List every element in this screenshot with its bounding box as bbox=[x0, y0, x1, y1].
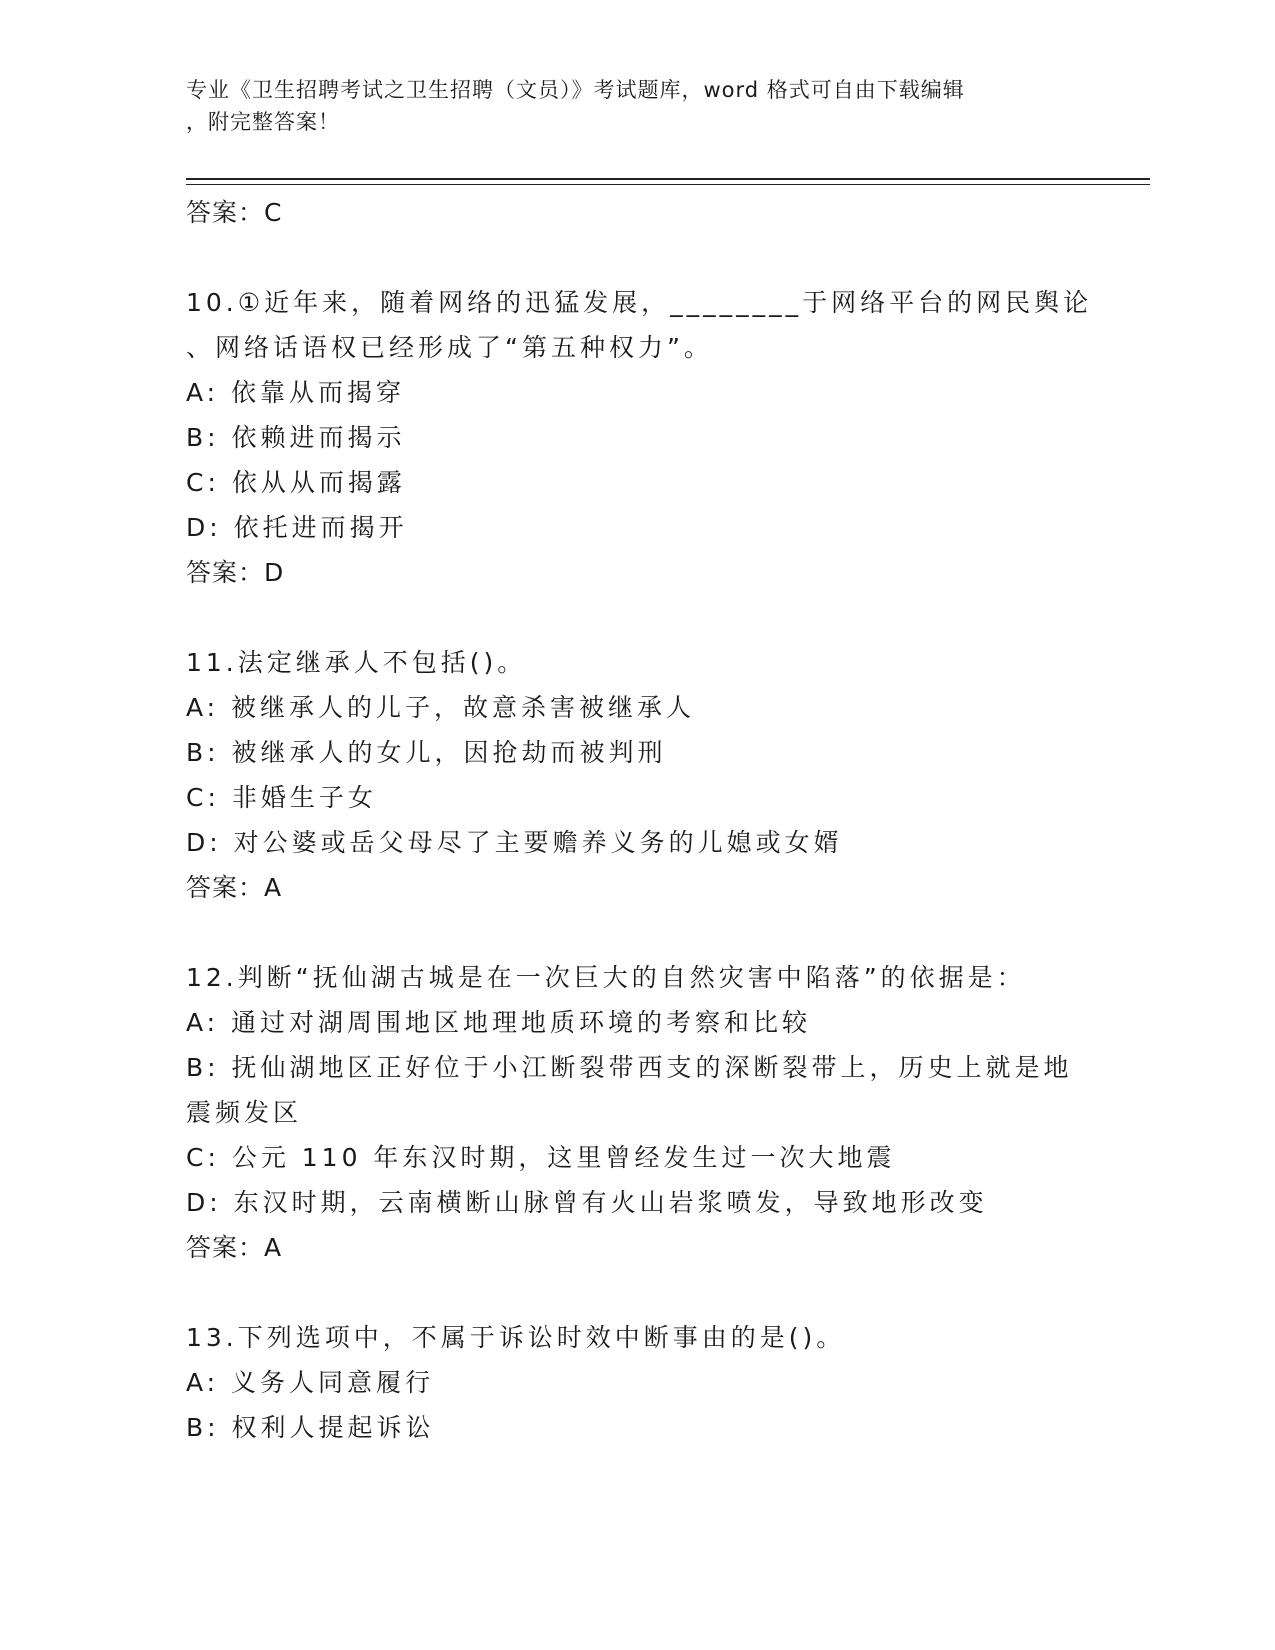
answer-line: 答案：D bbox=[186, 558, 285, 587]
question-11 bbox=[186, 640, 1086, 910]
option-d: D: 东汉时期，云南横断山脉曾有火山岩浆喷发，导致地形改变 bbox=[186, 1188, 988, 1217]
option-d: D: 依托进而揭开 bbox=[186, 513, 408, 542]
option-a: A: 被继承人的儿子，故意杀害被继承人 bbox=[186, 693, 696, 722]
spacer bbox=[186, 235, 1086, 280]
question-stem: 、网络话语权已经形成了“第五种权力”。 bbox=[186, 333, 713, 362]
question-12 bbox=[186, 955, 1086, 1270]
option-b: B: 权利人提起诉讼 bbox=[186, 1413, 435, 1442]
option-b: B: 被继承人的女儿，因抢劫而被判刑 bbox=[186, 738, 667, 767]
header-line-1: 专业《卫生招聘考试之卫生招聘（文员）》考试题库，word 格式可自由下载编辑 bbox=[186, 78, 965, 102]
option-c: C: 非婚生子女 bbox=[186, 783, 377, 812]
answer-line: 答案：A bbox=[186, 1233, 283, 1262]
question-10 bbox=[186, 280, 1093, 595]
spacer bbox=[186, 910, 1086, 955]
option-c: C: 公元 110 年东汉时期，这里曾经发生过一次大地震 bbox=[186, 1143, 896, 1172]
spacer bbox=[186, 595, 1086, 640]
option-b-continued: 震频发区 bbox=[186, 1098, 303, 1127]
header-line-2: ，附完整答案！ bbox=[186, 110, 340, 134]
header-rule-thin bbox=[186, 184, 1150, 185]
question-13 bbox=[186, 1315, 1086, 1450]
option-c: C: 依从从而揭露 bbox=[186, 468, 406, 497]
question-stem: 13.下列选项中，不属于诉讼时效中断事由的是()。 bbox=[186, 1323, 846, 1352]
answer-line: 答案：C bbox=[186, 198, 283, 227]
option-b: B: 依赖进而揭示 bbox=[186, 423, 406, 452]
option-a: A: 通过对湖周围地区地理地质环境的考察和比较 bbox=[186, 1008, 812, 1037]
option-a: A: 依靠从而揭穿 bbox=[186, 378, 406, 407]
document-header bbox=[186, 74, 1086, 138]
question-stem: 12.判断“抚仙湖古城是在一次巨大的自然灾害中陷落”的依据是： bbox=[186, 963, 1026, 992]
spacer bbox=[186, 1270, 1086, 1315]
answer-line: 答案：A bbox=[186, 873, 283, 902]
question-stem: 11.法定继承人不包括()。 bbox=[186, 648, 527, 677]
option-b: B: 抚仙湖地区正好位于小江断裂带西支的深断裂带上，历史上就是地 bbox=[186, 1053, 1073, 1082]
header-rule-thick bbox=[186, 178, 1150, 180]
option-a: A: 义务人同意履行 bbox=[186, 1368, 435, 1397]
question-stem: 10.①近年来，随着网络的迅猛发展，________于网络平台的网民舆论 bbox=[186, 288, 1093, 317]
question-list bbox=[186, 190, 1093, 1450]
option-d: D: 对公婆或岳父母尽了主要赡养义务的儿媳或女婿 bbox=[186, 828, 843, 857]
